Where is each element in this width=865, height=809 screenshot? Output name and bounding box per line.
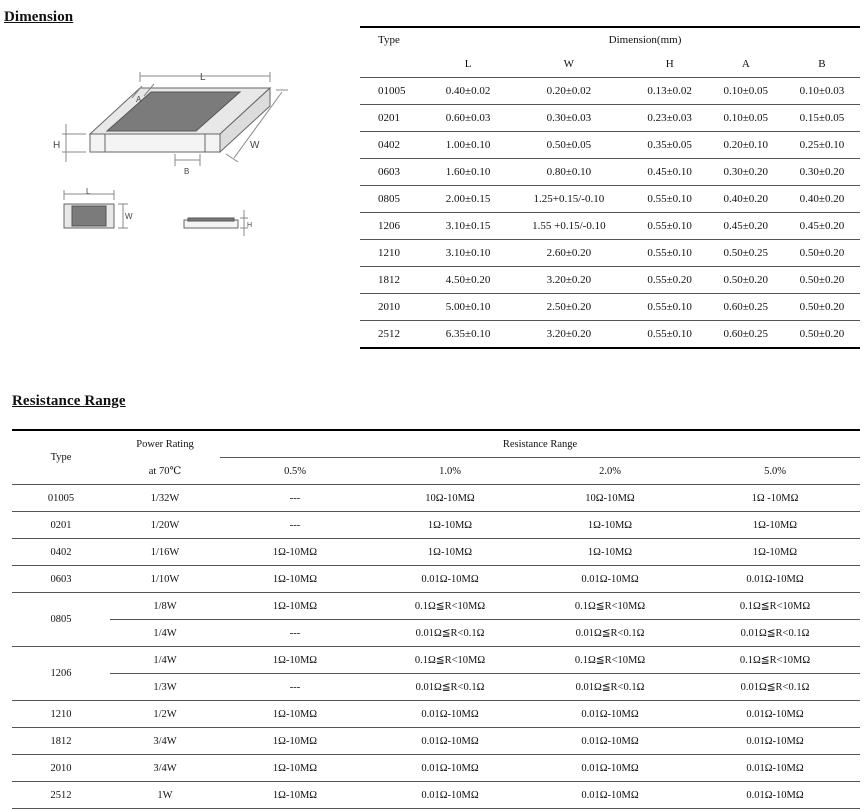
tolerance-header-1.0: 1.0% (439, 465, 461, 477)
dimension-value-cell: 0.60±0.25 (708, 293, 784, 320)
dimension-row (360, 131, 860, 158)
power-rating-cell: 1/2W (110, 701, 220, 728)
resistance-range-cell: 1Ω -10MΩ (690, 485, 860, 512)
dimension-value-cell: 3.10±0.10 (430, 239, 506, 266)
tolerance-header-5.0: 5.0% (764, 465, 786, 477)
dimension-value-cell: 0.40±0.20 (784, 185, 860, 212)
dimension-value-cell: 0.60±0.03 (430, 104, 506, 131)
resistance-row (12, 647, 860, 674)
dimension-value-cell: 0.50±0.20 (784, 293, 860, 320)
resistance-range-cell: 0.01Ω≦R<0.1Ω (530, 674, 690, 701)
resistance-range-cell: 0.1Ω≦R<10MΩ (690, 593, 860, 620)
resistor-dimension-drawing (50, 68, 310, 244)
resistance-range-cell: 0.1Ω≦R<10MΩ (530, 647, 690, 674)
dimension-value-cell: 0.55±0.10 (632, 185, 708, 212)
dimension-value-cell: 1.25+0.15/-0.10 (506, 185, 631, 212)
power-rating-header: Power Rating (110, 430, 220, 458)
power-rating-condition: at 70℃ (148, 465, 182, 477)
dimension-type-cell: 01005 (360, 77, 430, 104)
dimension-value-cell: 0.80±0.10 (506, 158, 631, 185)
side-view-label-H: H (247, 222, 253, 229)
label-A: A (136, 95, 142, 104)
dimension-row (360, 104, 860, 131)
resistance-range-table (12, 429, 860, 809)
dimension-value-cell: 0.45±0.20 (784, 212, 860, 239)
resistance-type-cell: 1210 (12, 701, 110, 728)
resistance-type-cell: 2512 (12, 782, 110, 809)
resistance-range-cell: 1Ω-10MΩ (370, 539, 530, 566)
resistance-range-cell: 0.1Ω≦R<10MΩ (530, 593, 690, 620)
dimension-value-cell: 3.10±0.15 (430, 212, 506, 239)
dimension-col-A: A (741, 57, 750, 70)
resistance-row (12, 728, 860, 755)
resistance-row (12, 512, 860, 539)
resistance-type-cell: 0603 (12, 566, 110, 593)
power-rating-cell: 1/10W (110, 566, 220, 593)
power-rating-cell: 1/20W (110, 512, 220, 539)
resistance-header-row-1 (12, 430, 860, 458)
power-rating-cell: 1/8W (110, 593, 220, 620)
dimension-col-H: H (665, 57, 674, 70)
dimension-value-cell: 1.55 +0.15/-0.10 (506, 212, 631, 239)
resistance-row (12, 782, 860, 809)
resistance-range-cell: 0.01Ω-10MΩ (690, 782, 860, 809)
resistance-range-cell: 0.01Ω-10MΩ (690, 701, 860, 728)
dimension-type-cell: 0402 (360, 131, 430, 158)
resistance-range-cell: 0.01Ω-10MΩ (530, 728, 690, 755)
chip-top-view (64, 190, 128, 228)
dimension-value-cell: 0.30±0.20 (708, 158, 784, 185)
dimension-value-cell: 0.50±0.20 (784, 266, 860, 293)
dimension-type-cell: 2512 (360, 320, 430, 348)
dimension-value-cell: 4.50±0.20 (430, 266, 506, 293)
resistance-range-cell: 0.1Ω≦R<10MΩ (370, 593, 530, 620)
resistance-range-cell: --- (220, 485, 370, 512)
dimension-value-cell: 0.55±0.10 (632, 212, 708, 239)
dimension-value-cell: 1.60±0.10 (430, 158, 506, 185)
dimension-row (360, 293, 860, 320)
dimension-type-cell: 1210 (360, 239, 430, 266)
resistance-range-cell: 1Ω-10MΩ (220, 647, 370, 674)
dimension-value-cell: 0.10±0.05 (708, 77, 784, 104)
resistance-row (12, 701, 860, 728)
dimension-row (360, 185, 860, 212)
resistance-range-cell: --- (220, 620, 370, 647)
top-view-label-W: W (125, 212, 133, 221)
dimension-value-cell: 0.40±0.02 (430, 77, 506, 104)
dimension-value-cell: 0.15±0.05 (784, 104, 860, 131)
dimension-value-cell: 0.30±0.20 (784, 158, 860, 185)
resistance-row (12, 485, 860, 512)
dimension-type-cell: 1812 (360, 266, 430, 293)
resistance-section-title: Resistance Range (12, 393, 126, 409)
resistance-row (12, 620, 860, 647)
dimension-type-cell: 2010 (360, 293, 430, 320)
tolerance-header-0.5: 0.5% (284, 465, 306, 477)
top-view-label-L: L (86, 187, 91, 196)
label-H: H (53, 140, 61, 151)
resistance-range-cell: 0.01Ω-10MΩ (530, 701, 690, 728)
power-rating-cell: 1/32W (110, 485, 220, 512)
dimension-value-cell: 0.45±0.20 (708, 212, 784, 239)
label-L: L (200, 72, 206, 83)
dimension-value-cell: 3.20±0.20 (506, 266, 631, 293)
dimension-value-cell: 0.10±0.03 (784, 77, 860, 104)
resistance-range-cell: 1Ω-10MΩ (220, 728, 370, 755)
power-rating-cell: 1/3W (110, 674, 220, 701)
dimension-value-cell: 0.45±0.10 (632, 158, 708, 185)
dimension-row (360, 212, 860, 239)
dimension-value-cell: 0.23±0.03 (632, 104, 708, 131)
chip-side-view (184, 210, 248, 236)
resistance-range-cell: 1Ω-10MΩ (370, 512, 530, 539)
resistance-row (12, 539, 860, 566)
dimension-col-W: W (563, 57, 575, 70)
dimension-value-cell: 2.50±0.20 (506, 293, 631, 320)
resistance-range-cell: 1Ω-10MΩ (220, 755, 370, 782)
resistance-range-cell: 0.01Ω-10MΩ (370, 755, 530, 782)
power-rating-cell: 1W (110, 782, 220, 809)
resistance-type-cell: 01005 (12, 485, 110, 512)
tolerance-header-2.0: 2.0% (599, 465, 621, 477)
dimension-row (360, 320, 860, 348)
dimension-value-cell: 0.20±0.02 (506, 77, 631, 104)
resistance-range-cell: 1Ω-10MΩ (690, 512, 860, 539)
resistance-range-cell: 0.01Ω≦R<0.1Ω (690, 674, 860, 701)
resistance-type-cell: 0201 (12, 512, 110, 539)
dimension-value-cell: 1.00±0.10 (430, 131, 506, 158)
resistance-range-cell: 0.01Ω≦R<0.1Ω (370, 620, 530, 647)
resistance-range-cell: 1Ω-10MΩ (220, 782, 370, 809)
power-rating-cell: 1/16W (110, 539, 220, 566)
dimension-value-cell: 0.10±0.05 (708, 104, 784, 131)
dimension-value-cell: 2.60±0.20 (506, 239, 631, 266)
resistance-range-cell: 0.01Ω-10MΩ (690, 755, 860, 782)
dimension-value-cell: 0.55±0.10 (632, 320, 708, 348)
resistance-range-cell: 1Ω-10MΩ (530, 512, 690, 539)
resistance-range-cell: 0.01Ω≦R<0.1Ω (370, 674, 530, 701)
dimension-value-cell: 2.00±0.15 (430, 185, 506, 212)
label-B: B (184, 167, 190, 176)
dimension-type-cell: 1206 (360, 212, 430, 239)
resistance-range-cell: 1Ω-10MΩ (220, 566, 370, 593)
resistance-row (12, 593, 860, 620)
resistance-row (12, 674, 860, 701)
dimension-value-cell: 0.40±0.20 (708, 185, 784, 212)
dimension-type-cell: 0805 (360, 185, 430, 212)
dimension-value-cell: 0.55±0.10 (632, 239, 708, 266)
dimension-section-title: Dimension (4, 9, 74, 25)
dimension-subheader-row (360, 51, 860, 77)
chip-3d-view (62, 72, 288, 166)
resistance-range-cell: 0.01Ω-10MΩ (370, 566, 530, 593)
dimension-value-cell: 5.00±0.10 (430, 293, 506, 320)
dimension-type-cell: 0201 (360, 104, 430, 131)
resistance-type-cell: 1206 (12, 647, 110, 701)
resistance-type-cell: 0402 (12, 539, 110, 566)
resistance-range-cell: 0.01Ω-10MΩ (530, 782, 690, 809)
dimension-type-header: Type (360, 27, 430, 51)
resistance-range-cell: 0.01Ω-10MΩ (370, 701, 530, 728)
dimension-value-cell: 0.50±0.05 (506, 131, 631, 158)
dimension-value-cell: 0.60±0.25 (708, 320, 784, 348)
dimension-row (360, 239, 860, 266)
resistance-range-cell: 0.01Ω-10MΩ (530, 755, 690, 782)
dimension-value-cell: 0.25±0.10 (784, 131, 860, 158)
resistance-range-cell: 0.01Ω-10MΩ (690, 728, 860, 755)
power-rating-cell: 3/4W (110, 728, 220, 755)
dimension-value-cell: 0.55±0.20 (632, 266, 708, 293)
resistance-header-row-2 (12, 458, 860, 485)
resistance-range-group-header: Resistance Range (220, 430, 860, 458)
dimension-value-cell: 0.50±0.20 (784, 320, 860, 348)
dimension-value-cell: 0.30±0.03 (506, 104, 631, 131)
dimension-group-header: Dimension(mm) (430, 27, 860, 51)
resistance-range-cell: --- (220, 512, 370, 539)
dimension-value-cell: 0.13±0.02 (632, 77, 708, 104)
dimension-header-row (360, 27, 860, 51)
resistance-range-cell: 0.01Ω-10MΩ (530, 566, 690, 593)
resistance-range-cell: 0.01Ω-10MΩ (690, 566, 860, 593)
dimension-value-cell: 0.50±0.20 (708, 266, 784, 293)
dimension-value-cell: 0.50±0.20 (784, 239, 860, 266)
dimension-type-cell: 0603 (360, 158, 430, 185)
resistance-range-cell: 1Ω-10MΩ (220, 593, 370, 620)
dimension-row (360, 158, 860, 185)
resistance-type-header: Type (12, 430, 110, 485)
label-W: W (250, 140, 260, 151)
dimension-value-cell: 0.50±0.25 (708, 239, 784, 266)
power-rating-cell: 1/4W (110, 620, 220, 647)
resistance-range-cell: 0.01Ω-10MΩ (370, 728, 530, 755)
resistance-range-cell: 0.01Ω-10MΩ (370, 782, 530, 809)
resistance-range-cell: 1Ω-10MΩ (220, 701, 370, 728)
resistance-type-cell: 0805 (12, 593, 110, 647)
dimension-col-B: B (818, 57, 826, 70)
resistance-range-cell: 1Ω-10MΩ (530, 539, 690, 566)
resistance-range-cell: 0.1Ω≦R<10MΩ (370, 647, 530, 674)
dimension-row (360, 266, 860, 293)
resistance-row (12, 755, 860, 782)
resistance-type-cell: 2010 (12, 755, 110, 782)
dimension-value-cell: 6.35±0.10 (430, 320, 506, 348)
resistance-range-cell: 1Ω-10MΩ (690, 539, 860, 566)
dimension-col-L: L (464, 57, 472, 70)
power-rating-cell: 3/4W (110, 755, 220, 782)
resistance-range-cell: 0.01Ω≦R<0.1Ω (690, 620, 860, 647)
power-rating-cell: 1/4W (110, 647, 220, 674)
resistance-range-cell: 0.01Ω≦R<0.1Ω (530, 620, 690, 647)
dimension-row (360, 77, 860, 104)
resistance-range-cell: 10Ω-10MΩ (370, 485, 530, 512)
resistance-range-cell: 1Ω-10MΩ (220, 539, 370, 566)
dimension-value-cell: 0.20±0.10 (708, 131, 784, 158)
resistance-range-cell: 10Ω-10MΩ (530, 485, 690, 512)
dimension-value-cell: 3.20±0.20 (506, 320, 631, 348)
dimension-table (360, 26, 860, 349)
resistance-range-cell: --- (220, 674, 370, 701)
resistance-type-cell: 1812 (12, 728, 110, 755)
dimension-value-cell: 0.55±0.10 (632, 293, 708, 320)
resistance-range-cell: 0.1Ω≦R<10MΩ (690, 647, 860, 674)
dimension-value-cell: 0.35±0.05 (632, 131, 708, 158)
resistance-row (12, 566, 860, 593)
